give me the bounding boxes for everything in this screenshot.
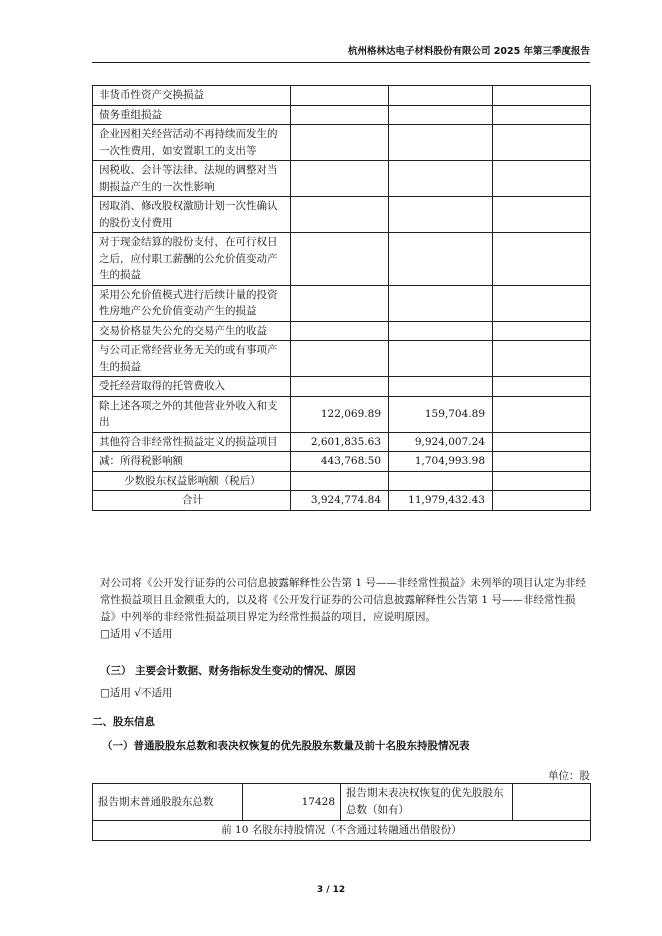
cell-current xyxy=(291,233,389,286)
cell-note xyxy=(493,321,591,341)
cell-current: 443,768.50 xyxy=(291,452,389,472)
cell-current xyxy=(291,285,389,321)
row-label: 少数股东权益影响额（税后） xyxy=(93,471,291,491)
cell-current xyxy=(291,125,389,161)
cell-note xyxy=(493,377,591,397)
cell-note xyxy=(493,471,591,491)
cell-current xyxy=(291,471,389,491)
unit-label: 单位：股 xyxy=(548,770,590,782)
report-title: 杭州格林达电子材料股份有限公司 2025 年第三季度报告 xyxy=(347,46,590,57)
cell-ytd: 1,704,993.98 xyxy=(389,452,493,472)
note-applicable: □适用 √不适用 xyxy=(100,628,173,640)
cell-label: 报告期末普通股股东总数 xyxy=(93,784,243,821)
cell-ytd xyxy=(389,86,493,106)
table-row xyxy=(93,161,591,197)
cell-current xyxy=(291,161,389,197)
cell-ytd xyxy=(389,125,493,161)
cell-current xyxy=(291,341,389,377)
cell-current xyxy=(291,377,389,397)
cell-note xyxy=(493,161,591,197)
table-row xyxy=(93,396,591,432)
cell-ytd xyxy=(389,377,493,397)
cell-ytd xyxy=(389,285,493,321)
shareholders-table xyxy=(92,783,591,841)
cell-ytd: 9,924,007.24 xyxy=(389,432,493,452)
row-label: 受托经营取得的托管费收入 xyxy=(93,377,291,397)
note-text: 对公司将《公开发行证券的公司信息披露解释性公告第 1 号——非经常性损益》未列举的项目认定为非经常性损益项目且金额重大的，以及将《公开发行证券的公司信息披露解释性公告第 1 号——非经常性损益》中列举的非经常性损益项目界定为经常性损益的项目，应说明原因。 xyxy=(100,577,586,623)
table-row xyxy=(93,321,591,341)
row-label: 因取消、修改股权激励计划一次性确认的股份支付费用 xyxy=(93,197,291,233)
row-label: 交易价格显失公允的交易产生的收益 xyxy=(93,321,291,341)
shareholders-block xyxy=(92,714,582,755)
cell-value2 xyxy=(513,784,591,821)
cell-ytd xyxy=(389,197,493,233)
table-row xyxy=(93,285,591,321)
cell-note xyxy=(493,86,591,106)
cell-note xyxy=(493,125,591,161)
cell-note xyxy=(493,197,591,233)
table-row xyxy=(93,784,591,821)
section3-block xyxy=(100,663,590,702)
cell-current xyxy=(291,105,389,125)
cell-note xyxy=(493,285,591,321)
table-row xyxy=(93,341,591,377)
cell-current: 122,069.89 xyxy=(291,396,389,432)
row-label: 对于现金结算的股份支付，在可行权日之后，应付职工薪酬的公允价值变动产生的损益 xyxy=(93,233,291,286)
cell-current xyxy=(291,86,389,106)
cell-current xyxy=(291,197,389,233)
section3-applicable: □适用 √不适用 xyxy=(100,687,173,699)
row-label: 合计 xyxy=(93,491,291,511)
cell-ytd xyxy=(389,161,493,197)
cell-value: 17428 xyxy=(243,784,341,821)
cell-span: 前 10 名股东持股情况（不含通过转融通出借股份） xyxy=(93,821,591,841)
table-row xyxy=(93,471,591,491)
section3-heading: （三） 主要会计数据、财务指标发生变动的情况、原因 xyxy=(100,665,356,677)
cell-ytd xyxy=(389,471,493,491)
section-heading: 二、股东信息 xyxy=(92,716,155,728)
table-row xyxy=(93,452,591,472)
table-row xyxy=(93,197,591,233)
cell-note xyxy=(493,491,591,511)
cell-ytd xyxy=(389,341,493,377)
cell-ytd: 159,704.89 xyxy=(389,396,493,432)
row-label: 非货币性资产交换损益 xyxy=(93,86,291,106)
table-row xyxy=(93,432,591,452)
table-row xyxy=(93,105,591,125)
cell-ytd xyxy=(389,233,493,286)
table-row xyxy=(93,125,591,161)
table-row xyxy=(93,377,591,397)
row-label: 债务重组损益 xyxy=(93,105,291,125)
cell-label2: 报告期末表决权恢复的优先股股东总数（如有） xyxy=(341,784,513,821)
row-label: 采用公允价值模式进行后续计量的投资性房地产公允价值变动产生的损益 xyxy=(93,285,291,321)
row-label: 因税收、会计等法律、法规的调整对当期损益产生的一次性影响 xyxy=(93,161,291,197)
non-recurring-gains-table xyxy=(92,85,591,511)
table-row xyxy=(93,86,591,106)
table-row xyxy=(93,233,591,286)
cell-ytd: 11,979,432.43 xyxy=(389,491,493,511)
sub-heading: （一）普通股股东总数和表决权恢复的优先股股东数量及前十名股东持股情况表 xyxy=(102,740,470,752)
cell-current xyxy=(291,321,389,341)
cell-note xyxy=(493,432,591,452)
cell-note xyxy=(493,341,591,377)
row-label: 除上述各项之外的其他营业外收入和支出 xyxy=(93,396,291,432)
cell-note xyxy=(493,452,591,472)
cell-note xyxy=(493,105,591,125)
cell-current: 3,924,774.84 xyxy=(291,491,389,511)
table-row xyxy=(93,821,591,841)
row-label: 减：所得税影响额 xyxy=(93,452,291,472)
cell-ytd xyxy=(389,321,493,341)
note-block xyxy=(100,575,590,643)
table-row-total xyxy=(93,491,591,511)
cell-note xyxy=(493,396,591,432)
page-number: 3 / 12 xyxy=(316,885,346,895)
cell-note xyxy=(493,233,591,286)
cell-current: 2,601,835.63 xyxy=(291,432,389,452)
page-header xyxy=(92,44,590,63)
row-label: 其他符合非经常性损益定义的损益项目 xyxy=(93,432,291,452)
row-label: 企业因相关经营活动不再持续而发生的一次性费用，如安置职工的支出等 xyxy=(93,125,291,161)
cell-ytd xyxy=(389,105,493,125)
row-label: 与公司正常经营业务无关的或有事项产生的损益 xyxy=(93,341,291,377)
